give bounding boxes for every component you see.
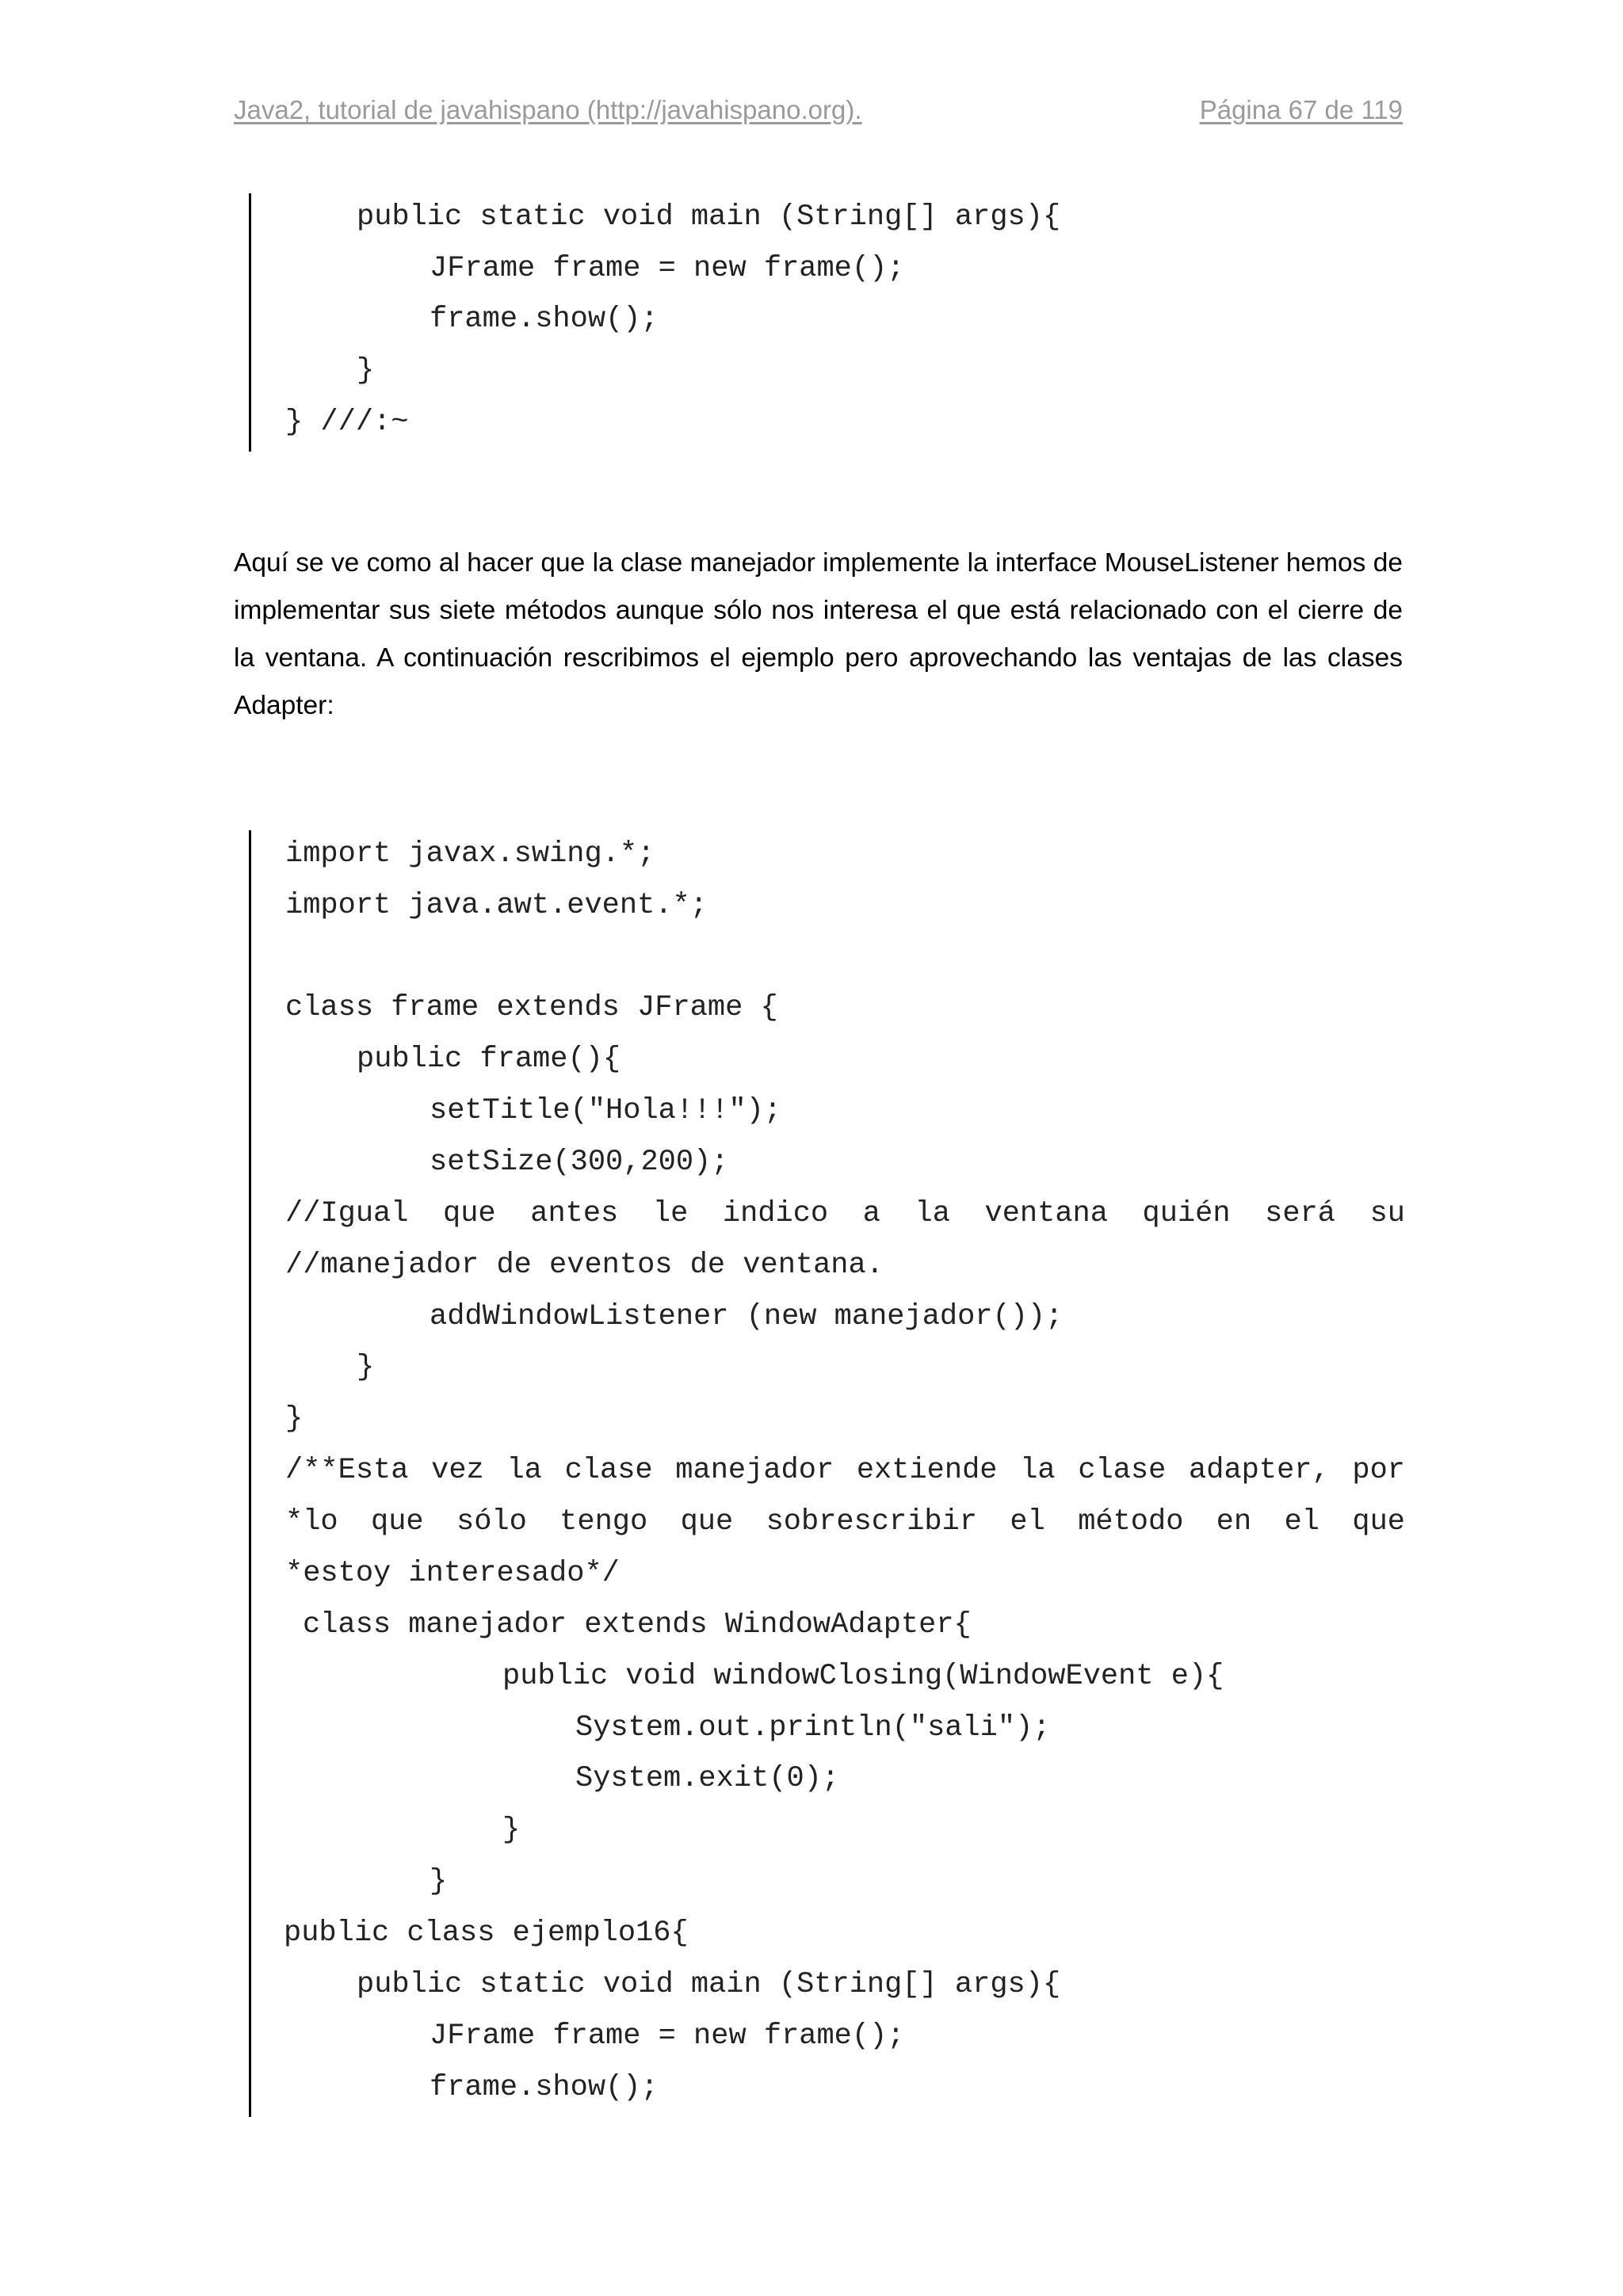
- code-line: import javax.swing.*;: [285, 837, 655, 871]
- code-line: frame.show();: [430, 303, 659, 336]
- code-line: }: [357, 1351, 375, 1384]
- code-line: public static void main (String[] args){: [357, 200, 1061, 234]
- code-line: setTitle("Hola!!!");: [430, 1094, 782, 1127]
- page-number[interactable]: Página 67 de 119: [1199, 95, 1403, 124]
- code-comment-line: //Igual que antes le indico a la ventana quién será su: [285, 1197, 1405, 1230]
- code-line: public frame(){: [357, 1043, 621, 1076]
- code-line: JFrame frame = new frame();: [430, 252, 905, 285]
- code-comment-line: /**Esta vez la clase manejador extiende la clase adapter, por: [285, 1454, 1405, 1487]
- body-paragraph: Aquí se ve como al hacer que la clase manejador implemente la interface MouseListener hemos de implementar sus siete métodos aunque sólo nos interesa el que está relacionado con el cierre de la ventana. A continuación rescribimos el ejemplo pero aprovechando las ventajas de las clases Adapter:: [234, 548, 1403, 720]
- code-line: }: [502, 1814, 521, 1847]
- code-line: }: [285, 1402, 304, 1436]
- code-line: System.out.println("sali");: [575, 1711, 1051, 1745]
- code-line: setSize(300,200);: [430, 1146, 729, 1179]
- code-line: System.exit(0);: [575, 1762, 840, 1795]
- page-header: [234, 95, 1403, 135]
- code-line: addWindowListener (new manejador());: [430, 1300, 1064, 1333]
- code-line: JFrame frame = new frame();: [430, 2019, 905, 2053]
- code-block-main: [249, 830, 1408, 2117]
- code-comment-line: *estoy interesado*/: [285, 1557, 620, 1590]
- code-line: import java.awt.event.*;: [285, 889, 708, 922]
- code-comment-line: //manejador de eventos de ventana.: [285, 1249, 884, 1282]
- code-line: class frame extends JFrame {: [285, 991, 778, 1024]
- code-line: frame.show();: [430, 2071, 659, 2104]
- code-comment-line: *lo que sólo tengo que sobrescribir el método en el que: [285, 1505, 1405, 1539]
- header-link[interactable]: Java2, tutorial de javahispano (http://javahispano.org).: [234, 95, 862, 124]
- code-line: } ///:~: [285, 406, 409, 439]
- code-line: }: [430, 1865, 448, 1898]
- code-line: public void windowClosing(WindowEvent e){: [502, 1660, 1224, 1693]
- code-block-top: [249, 193, 1408, 452]
- code-line: }: [357, 354, 375, 387]
- code-line: public static void main (String[] args){: [357, 1968, 1061, 2001]
- code-line: public class ejemplo16{: [284, 1917, 689, 1950]
- code-line: class manejador extends WindowAdapter{: [303, 1608, 972, 1642]
